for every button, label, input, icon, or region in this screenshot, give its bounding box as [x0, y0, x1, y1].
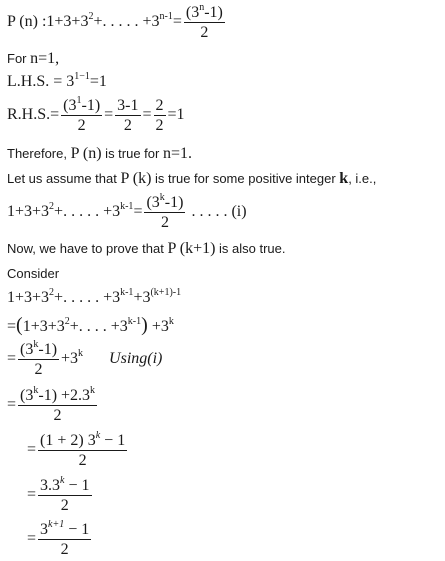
- equals: =: [104, 106, 114, 124]
- fraction-denominator: 2: [155, 117, 164, 134]
- fraction-numerator: $(3^k-1) +2.3^k$: [20, 385, 96, 404]
- text: is true for some positive integer: [151, 171, 340, 186]
- exponent: 2: [64, 316, 70, 327]
- exponent: 2: [49, 287, 55, 298]
- grouped-line: [7, 314, 174, 337]
- fraction-denominator: 2: [160, 214, 169, 231]
- equals: =: [7, 350, 17, 368]
- series: 1+3+3: [22, 318, 65, 335]
- lhs-label: L.H.S. = 3: [7, 73, 75, 90]
- fraction: [18, 340, 59, 379]
- text: is true for: [101, 146, 163, 161]
- open-paren: (: [16, 314, 23, 336]
- series: 1+3+3: [7, 203, 50, 221]
- fraction-denominator: 2: [78, 452, 87, 469]
- series-dots: +. . . . . +3: [54, 289, 121, 306]
- proposition: P (n): [70, 145, 102, 162]
- final-line: [27, 520, 93, 559]
- fraction: [61, 96, 102, 135]
- text: Consider: [7, 266, 60, 281]
- for-n-line: [7, 50, 59, 68]
- exponent: k-1: [120, 201, 134, 213]
- fraction: [154, 96, 166, 135]
- fraction-denominator: 2: [60, 541, 69, 558]
- text: Let us assume that: [7, 171, 121, 186]
- fraction: [18, 386, 97, 425]
- consider-line: [7, 266, 59, 281]
- text: Therefore,: [7, 146, 71, 161]
- close-paren: ): [141, 314, 148, 336]
- condition: n=1.: [162, 145, 193, 162]
- exponent: k-1: [127, 316, 142, 327]
- proposition: P (k): [120, 170, 152, 187]
- equals: =: [27, 530, 37, 548]
- fraction-denominator: 2: [60, 497, 69, 514]
- series: 1+3+3: [7, 289, 50, 306]
- text: , i.e.,: [348, 171, 377, 186]
- text: is also true.: [215, 241, 286, 256]
- plus-term: +3: [147, 318, 169, 335]
- assumption-line: [7, 170, 376, 188]
- fraction-denominator: 2: [77, 117, 86, 134]
- fraction-numerator: 3-1: [117, 97, 139, 114]
- series-dots: +. . . . . +3: [54, 203, 121, 221]
- equals: =: [142, 106, 152, 124]
- fraction-numerator: (3$^k$-1): [20, 339, 58, 358]
- exponent: k: [168, 316, 174, 327]
- using-note: Using(i): [109, 350, 163, 368]
- hypothesis-line: [7, 193, 247, 232]
- substitute-line: [7, 340, 162, 379]
- fraction-denominator: 2: [200, 24, 209, 41]
- series-dots: +. . . . . +3: [93, 13, 160, 31]
- condition: n=1,: [30, 50, 60, 67]
- text: For: [7, 51, 31, 66]
- simplify-line: [27, 476, 94, 515]
- rhs-label: R.H.S.=: [7, 106, 60, 124]
- fraction: [38, 520, 91, 559]
- lhs-value: =1: [89, 73, 107, 90]
- equals: =: [7, 318, 17, 335]
- exponent: 2: [49, 201, 55, 213]
- equals: =: [172, 13, 182, 31]
- fraction-numerator: 2: [155, 97, 164, 114]
- equals: =: [27, 486, 37, 504]
- fraction: [184, 3, 225, 42]
- therefore-line: [7, 145, 192, 163]
- fraction-numerator: (3$^n$-1): [185, 2, 223, 21]
- result: =1: [167, 106, 185, 124]
- rhs-line: [7, 96, 185, 135]
- exponent: 1−1: [74, 71, 90, 82]
- fraction-numerator: (3$^k$-1): [146, 192, 184, 211]
- exponent: k: [78, 348, 84, 360]
- lhs-line: [7, 73, 107, 91]
- fraction-denominator: 2: [34, 361, 43, 378]
- exponent: 2: [88, 11, 94, 23]
- proposition: P (k+1): [167, 240, 216, 257]
- fraction-numerator: (1 + 2) $3^k - 1$: [40, 430, 126, 449]
- equals: =: [27, 441, 37, 459]
- series-dots: +. . . . +3: [69, 318, 128, 335]
- equation-reference: . . . . . (i): [187, 203, 247, 221]
- fraction-numerator: $3^{k+1} - 1$: [40, 519, 90, 538]
- factor-line: [27, 431, 129, 470]
- prove-line: [7, 240, 286, 258]
- variable-k: k: [339, 170, 349, 187]
- fraction-denominator: 2: [53, 407, 62, 424]
- fraction-numerator: $3.3^k - 1$: [40, 475, 90, 494]
- fraction: [144, 193, 185, 232]
- fraction-denominator: 2: [123, 117, 132, 134]
- plus-term: +3: [133, 289, 151, 306]
- exponent: k-1: [120, 287, 134, 298]
- statement-lhs: P (n) :1+3+3: [7, 13, 89, 31]
- statement-line: [7, 3, 227, 42]
- plus-term: +3: [61, 350, 79, 368]
- fraction: [38, 431, 127, 470]
- equals: =: [133, 203, 143, 221]
- fraction-numerator: $(3^1-1)$: [63, 95, 101, 114]
- combine-line: [7, 386, 99, 425]
- text: Now, we have to prove that: [7, 241, 168, 256]
- exponent: (k+1)-1: [150, 287, 182, 298]
- fraction: [115, 96, 140, 135]
- exponent: n-1: [159, 11, 173, 23]
- fraction: [38, 476, 91, 515]
- series-line: [7, 289, 181, 307]
- equals: =: [7, 396, 17, 414]
